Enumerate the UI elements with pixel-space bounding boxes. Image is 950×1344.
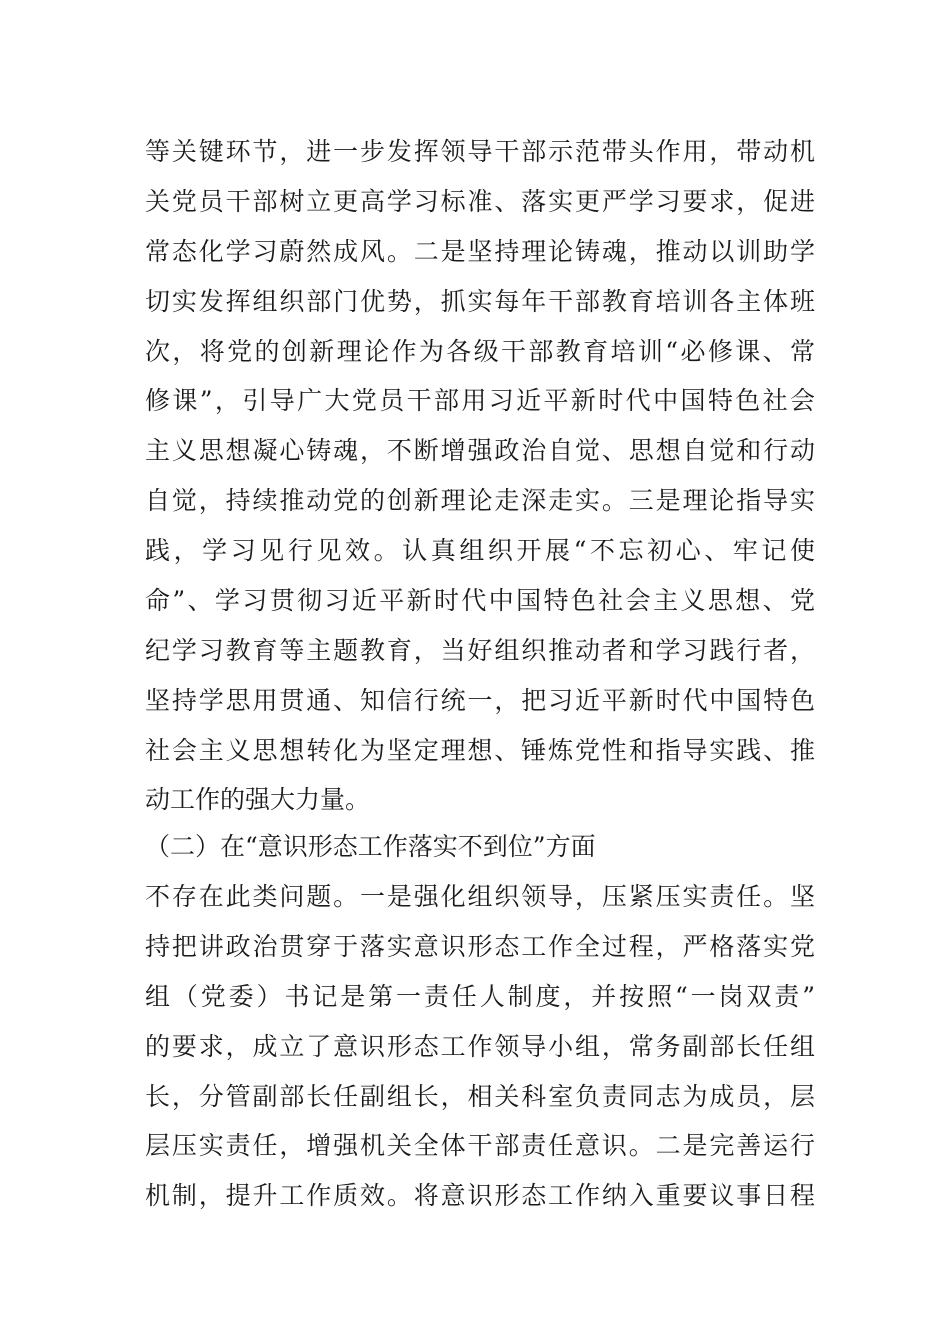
text-line: 关党员干部树立更高学习标准、落实更严学习要求，促进 xyxy=(145,187,815,216)
text-line: 践，学习见行见效。认真组织开展“不忘初心、牢记使 xyxy=(145,536,815,565)
text-line: 持把讲政治贯穿于落实意识形态工作全过程，严格落实党 xyxy=(145,932,815,961)
text-line: 纪学习教育等主题教育，当好组织推动者和学习践行者， xyxy=(145,636,815,665)
text-line: 长，分管副部长任副组长，相关科室负责同志为成员，层 xyxy=(145,1082,815,1111)
text-line: 层压实责任，增强机关全体干部责任意识。二是完善运行 xyxy=(145,1131,815,1160)
text-line: 社会主义思想转化为坚定理想、锤炼党性和指导实践、推 xyxy=(145,736,815,765)
text-line: 自觉，持续推动党的创新理论走深走实。三是理论指导实 xyxy=(145,486,815,515)
text-line: 组（党委）书记是第一责任人制度，并按照“一岗双责” xyxy=(145,982,815,1011)
section-heading: （二）在“意识形态工作落实不到位”方面 xyxy=(145,832,596,861)
text-line: 命”、学习贯彻习近平新时代中国特色社会主义思想、党 xyxy=(145,586,815,615)
text-line: 等关键环节，进一步发挥领导干部示范带头作用，带动机 xyxy=(145,137,815,166)
text-line: 坚持学思用贯通、知信行统一，把习近平新时代中国特色 xyxy=(145,686,815,715)
text-line: 常态化学习蔚然成风。二是坚持理论铸魂，推动以训助学 xyxy=(145,237,815,266)
text-line: 切实发挥组织部门优势，抓实每年干部教育培训各主体班 xyxy=(145,287,815,316)
text-line: 机制，提升工作质效。将意识形态工作纳入重要议事日程 xyxy=(145,1181,815,1210)
text-line: 修课”，引导广大党员干部用习近平新时代中国特色社会 xyxy=(145,386,815,415)
text-line: 的要求，成立了意识形态工作领导小组，常务副部长任组 xyxy=(145,1032,815,1061)
text-line: 主义思想凝心铸魂，不断增强政治自觉、思想自觉和行动 xyxy=(145,436,815,465)
text-line: 不存在此类问题。一是强化组织领导，压紧压实责任。坚 xyxy=(145,882,815,911)
text-line: 动工作的强大力量。 xyxy=(145,785,371,814)
text-line: 次，将党的创新理论作为各级干部教育培训“必修课、常 xyxy=(145,337,815,366)
